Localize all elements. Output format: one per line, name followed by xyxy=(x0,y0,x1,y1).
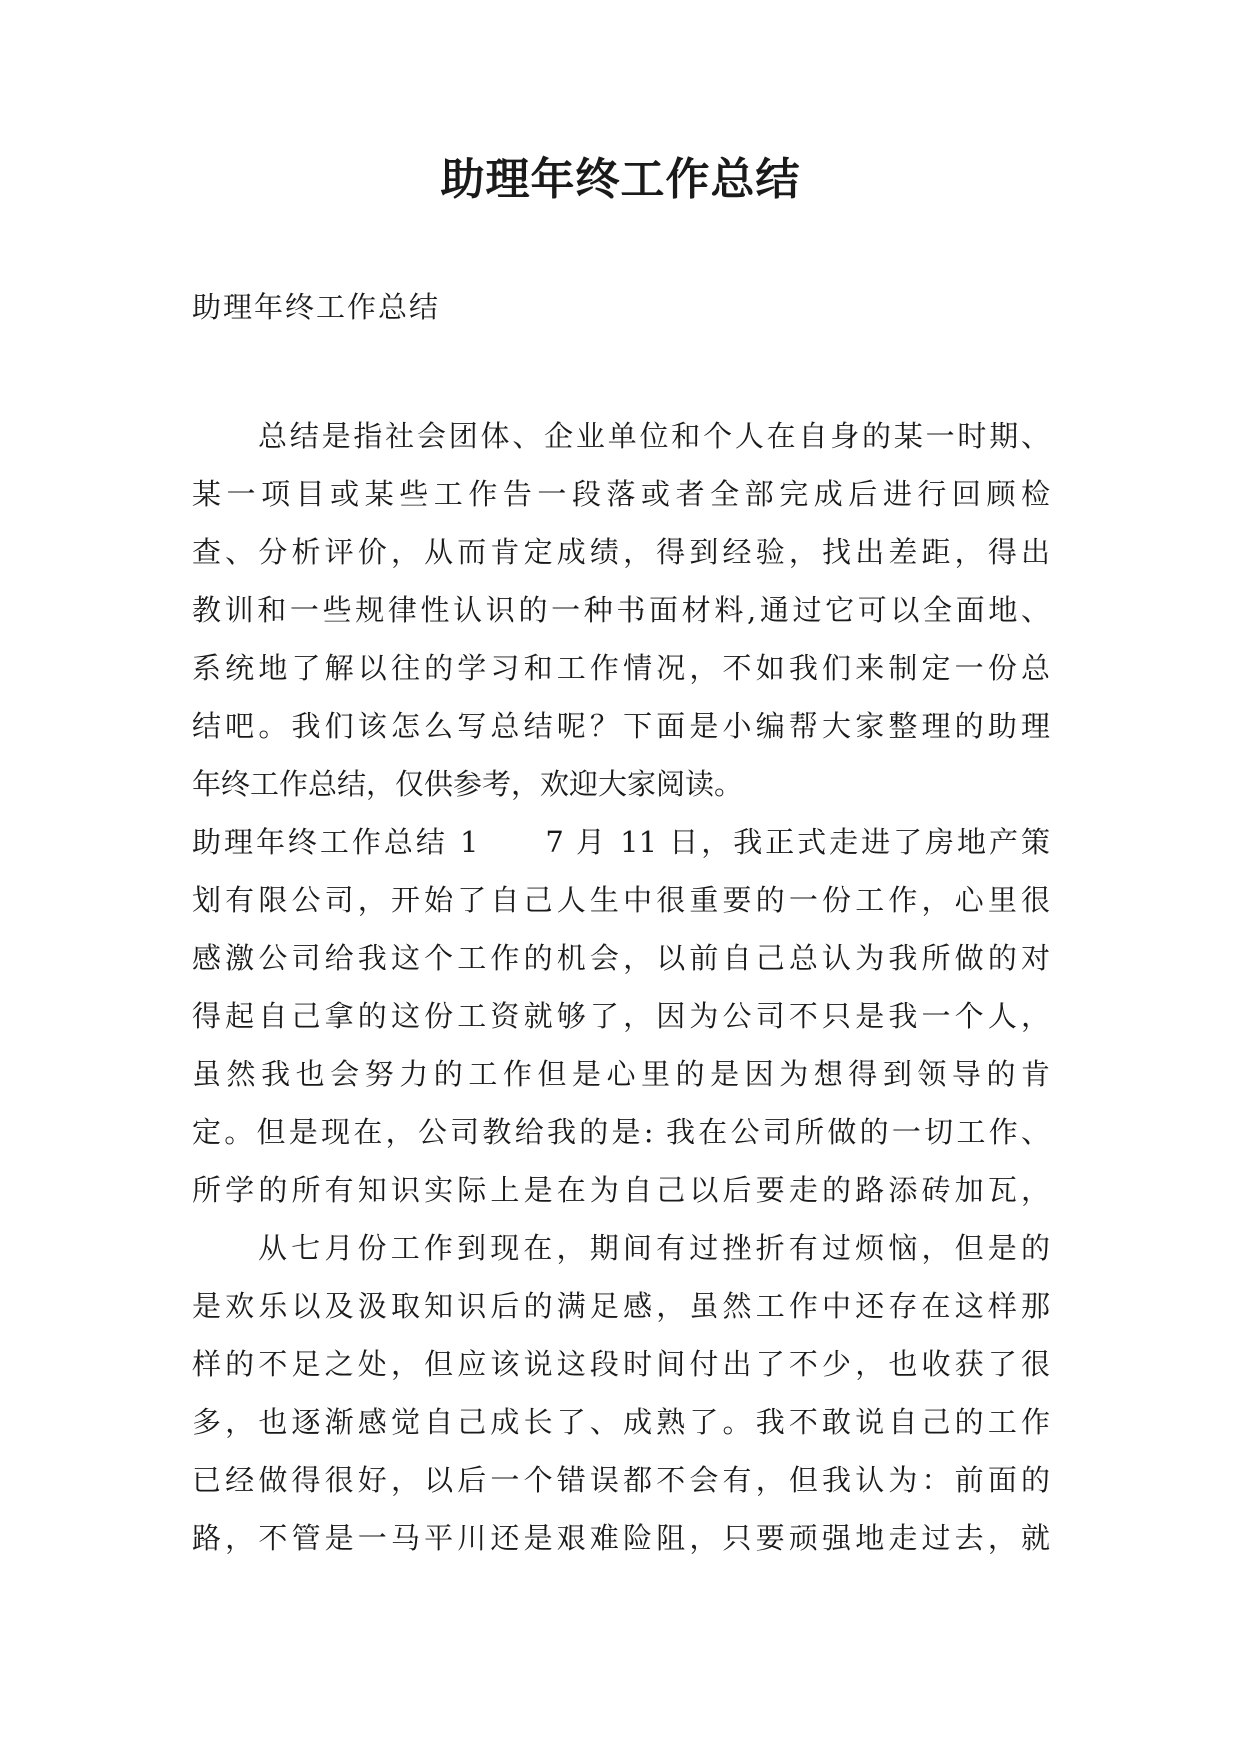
text-line: 路，不管是一马平川还是艰难险阻，只要顽强地走过去，就 xyxy=(192,1521,1050,1555)
text-line: 系统地了解以往的学习和工作情况，不如我们来制定一份总 xyxy=(192,651,1050,685)
text-line: 感激公司给我这个工作的机会，以前自己总认为我所做的对 xyxy=(192,941,1050,975)
text-line: 已经做得很好，以后一个错误都不会有，但我认为：前面的 xyxy=(192,1463,1050,1497)
text-line: 划有限公司，开始了自己人生中很重要的一份工作，心里很 xyxy=(192,883,1050,917)
text-line: 某一项目或某些工作告一段落或者全部完成后进行回顾检 xyxy=(192,477,1050,511)
text-line: 所学的所有知识实际上是在为自己以后要走的路添砖加瓦， xyxy=(192,1173,1050,1207)
text-line: 结吧。我们该怎么写总结呢？下面是小编帮大家整理的助理 xyxy=(192,709,1050,743)
text-line: 得起自己拿的这份工资就够了，因为公司不只是我一个人， xyxy=(192,999,1050,1033)
document-body xyxy=(192,407,1050,1567)
text-line: 多，也逐渐感觉自己成长了、成熟了。我不敢说自己的工作 xyxy=(192,1405,1050,1439)
text-line: 从七月份工作到现在，期间有过挫折有过烦恼，但是的 xyxy=(258,1231,1050,1265)
document-title: 助理年终工作总结 xyxy=(440,154,801,205)
text-line: 定。但是现在，公司教给我的是: 我在公司所做的一切工作、 xyxy=(192,1115,1050,1149)
text-line: 年终工作总结，仅供参考，欢迎大家阅读。 xyxy=(192,767,744,801)
text-line: 总结是指社会团体、企业单位和个人在自身的某一时期、 xyxy=(258,419,1050,453)
text-line: 虽然我也会努力的工作但是心里的是因为想得到领导的肯 xyxy=(192,1057,1050,1091)
text-line: 是欢乐以及汲取知识后的满足感，虽然工作中还存在这样那 xyxy=(192,1289,1050,1323)
text-line: 样的不足之处，但应该说这段时间付出了不少，也收获了很 xyxy=(192,1347,1050,1381)
text-line: 查、分析评价，从而肯定成绩，得到经验，找出差距，得出 xyxy=(192,535,1050,569)
text-line: 教训和一些规律性认识的一种书面材料,通过它可以全面地、 xyxy=(192,593,1050,627)
text-line: 助理年终工作总结 1 7 月 11 日，我正式走进了房地产策 xyxy=(192,825,1050,859)
document-subtitle: 助理年终工作总结 xyxy=(192,290,441,324)
